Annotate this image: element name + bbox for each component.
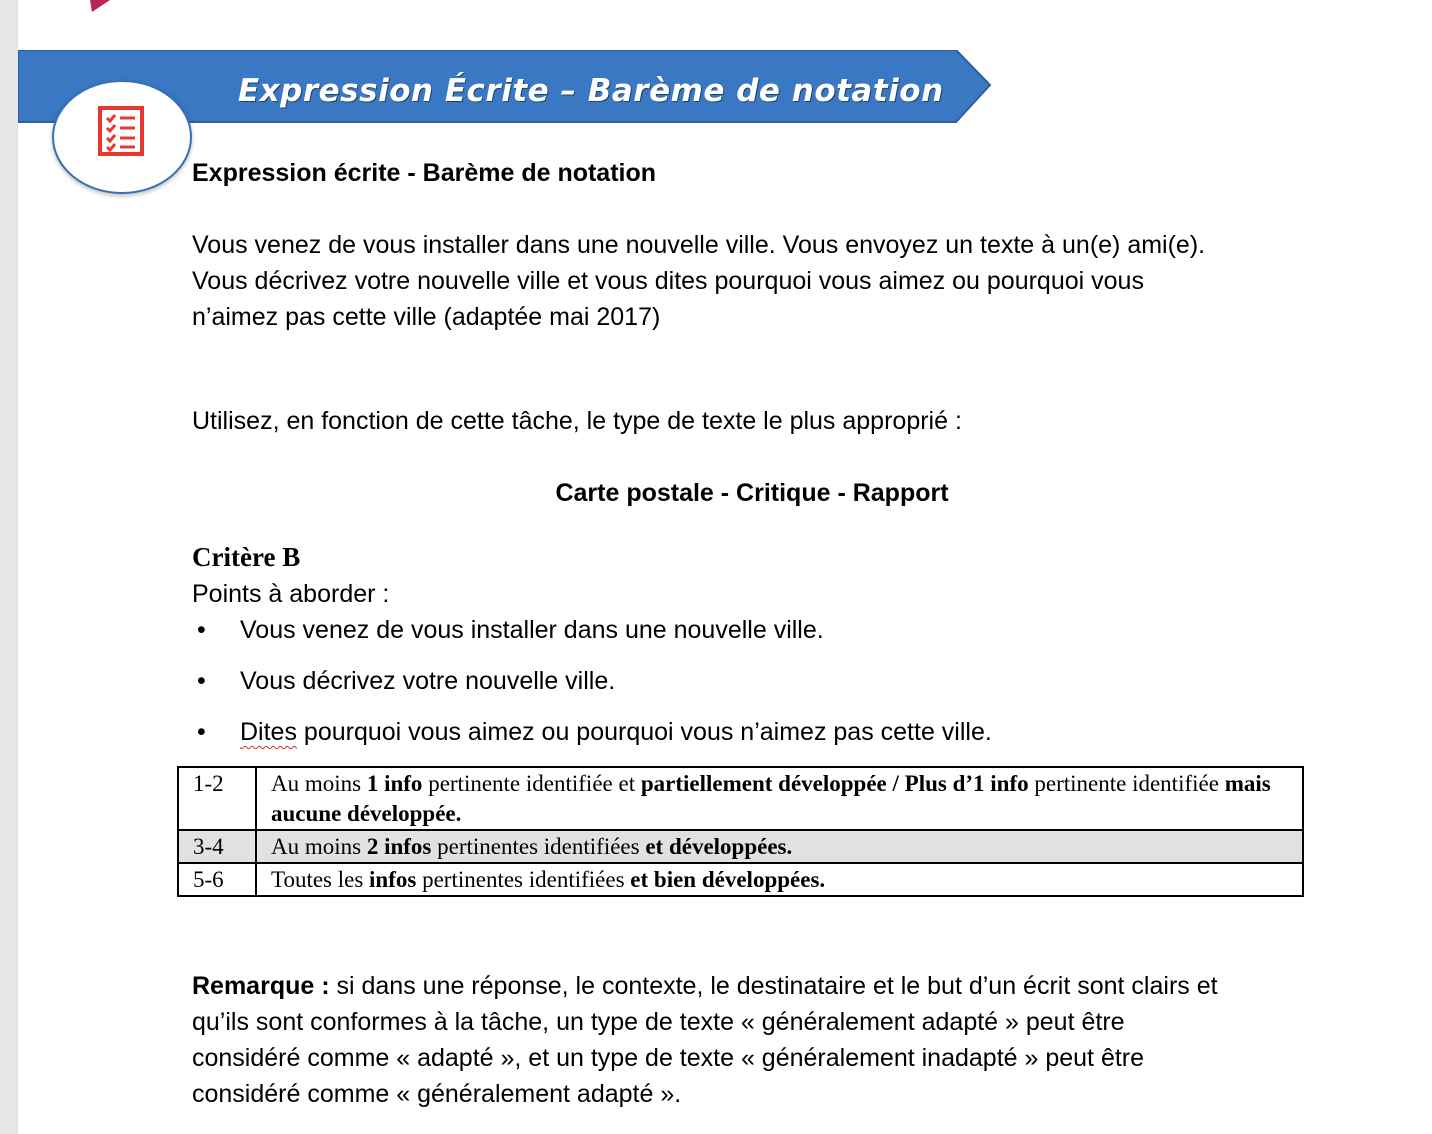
corner-mark-icon	[88, 0, 112, 14]
descriptor-bold-text: partiellement développée / Plus d’1 info	[640, 771, 1029, 796]
document-page	[18, 0, 1432, 1134]
descriptor-bold-text: 1 info	[366, 771, 423, 796]
descriptor-text: Toutes les	[271, 867, 370, 892]
prompt-line: n’aimez pas cette ville (adaptée mai 2017)	[192, 303, 661, 331]
descriptor-text: Au moins	[271, 771, 367, 796]
prompt-line: Vous venez de vous installer dans une nouvelle ville. Vous envoyez un texte à un(e) ami(e).	[192, 231, 1206, 259]
banner-title: Expression Écrite – Barème de notation	[238, 73, 944, 109]
remark-line: qu’ils sont conformes à la tâche, un type de texte « généralement adapté » peut être	[192, 1008, 1125, 1036]
table-row	[178, 863, 1303, 896]
score-cell: 3-4	[178, 830, 256, 863]
instruction-text: Utilisez, en fonction de cette tâche, le type de texte le plus approprié :	[192, 407, 962, 435]
descriptor-text: pertinentes identifiées	[431, 834, 646, 859]
table-row	[178, 830, 1303, 863]
descriptor-bold-text: mais aucune développée.	[271, 771, 1271, 826]
descriptor-bold-text: infos	[369, 867, 417, 892]
descriptor-bold-text: et bien développées.	[630, 867, 826, 892]
document-heading: Expression écrite - Barème de notation	[192, 159, 657, 187]
remark-paragraph	[192, 968, 1312, 1112]
banner-badge	[52, 80, 192, 194]
header-banner	[18, 50, 993, 124]
descriptor-text: pertinente identifiée et	[422, 771, 641, 796]
descriptor-text: pertinentes identifiées	[416, 867, 631, 892]
remark-text: si dans une réponse, le contexte, le destinataire et le but d’un écrit sont clairs et	[329, 972, 1218, 1000]
points-label: Points à aborder :	[192, 580, 390, 608]
list-item-text: Vous décrivez votre nouvelle ville.	[240, 667, 616, 695]
score-cell: 5-6	[178, 863, 256, 896]
remark-label: Remarque :	[192, 972, 330, 1000]
descriptor-bold-text: 2 infos	[366, 834, 432, 859]
remark-line	[192, 968, 1312, 1004]
table-row	[178, 767, 1303, 830]
descriptor-bold-text: et développées.	[645, 834, 793, 859]
descriptor-cell	[256, 863, 1303, 896]
descriptor-text: Au moins	[271, 834, 367, 859]
bullet-icon: •	[197, 718, 206, 746]
descriptor-cell	[256, 767, 1303, 830]
checklist-icon	[98, 106, 144, 156]
task-prompt	[192, 227, 1312, 335]
criterion-title: Critère B	[192, 542, 301, 572]
descriptor-cell	[256, 830, 1303, 863]
list-item-text-rest: pourquoi vous aimez ou pourquoi vous n’aimez pas cette ville.	[296, 718, 992, 746]
descriptor-text: pertinente identifiée	[1028, 771, 1225, 796]
spellcheck-flagged-word[interactable]: Dites	[240, 718, 297, 746]
bullet-icon: •	[197, 667, 206, 695]
remark-line: considéré comme « généralement adapté ».	[192, 1080, 682, 1108]
prompt-line: Vous décrivez votre nouvelle ville et vous dites pourquoi vous aimez ou pourquoi vous	[192, 267, 1144, 295]
score-cell: 1-2	[178, 767, 256, 830]
list-item-text	[240, 714, 992, 750]
rubric-table	[177, 766, 1304, 897]
remark-line: considéré comme « adapté », et un type de texte « généralement inadapté » peut être	[192, 1044, 1145, 1072]
bullet-icon: •	[197, 616, 206, 644]
text-types: Carte postale - Critique - Rapport	[555, 479, 949, 507]
list-item-text: Vous venez de vous installer dans une nouvelle ville.	[240, 616, 824, 644]
